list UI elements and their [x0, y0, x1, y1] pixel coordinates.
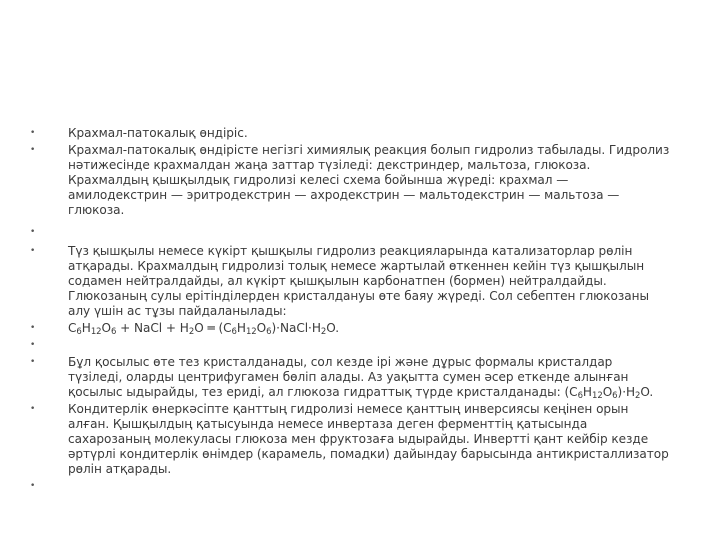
- list-item-empty: [30, 479, 670, 494]
- item-text: Кондитерлік өнеркәсіпте қанттың гидролизі немесе қанттың инверсиясы кеңінен орын алған. Қышқылдың қатысуында немесе инвертаза деген ферменттің қатысында сахарозаның молекуласы глюкоза мен фруктозаға ыдырайды. Инвертті қант кейбір кезде әртүрлі кондитерлік өнімдер (карамель, помадки) дайындау барысында антикристаллизатор рөлін атқарады.: [68, 402, 669, 476]
- list-item-crystallization: [30, 355, 670, 400]
- list-item-empty: [30, 225, 670, 240]
- bullet-icon: •: [30, 227, 36, 237]
- bullet-icon: •: [30, 404, 36, 414]
- list-item-catalysts: [30, 244, 670, 319]
- bullet-icon: •: [30, 128, 36, 138]
- bullet-icon: •: [30, 357, 36, 367]
- bullet-icon: •: [30, 145, 36, 155]
- bullet-icon: •: [30, 340, 36, 350]
- list-item-hydrolysis: [30, 143, 670, 218]
- list-item-title: [30, 126, 670, 141]
- list-item-confectionery: [30, 402, 670, 477]
- chemical-equation: $C_6H_{12}O_6$ + NaCl + $H_2O$ ═ $(C_6H_{12}O_6)\cdot NaCl\cdot H_2O$.: [68, 321, 340, 337]
- item-text: Түз қышқылы немесе күкірт қышқылы гидролиз реакцияларында катализаторлар рөлін атқарады. Крахмалдың гидролизі толық немесе жартылай өткеннен кейін түз қышқылын содамен нейтралдайды, ал күкірт қышқылын карбонатпен (бормен) нейтралдайды. Глюкозаның сулы ерітінділерден кристалдануы өте баяу жүреді. Сол себептен глюкозаны алу үшін ас тұзы пайдаланылады:: [68, 244, 649, 318]
- bullet-icon: •: [30, 323, 36, 333]
- item-text: Крахмал-патокалық өндіріс.: [68, 126, 248, 140]
- list-item-empty: [30, 338, 670, 353]
- bullet-icon: •: [30, 481, 36, 491]
- bullet-list: [30, 126, 670, 494]
- item-text: Крахмал-патокалық өндірісте негізгі химиялық реакция болып гидролиз табылады. Гидролиз нәтижесінде крахмалдан жаңа заттар түзіледі: декстриндер, мальтоза, глюкоза. Крахмалдың қышқылдық гидролизі келесі схема бойынша жүреді: крахмал — амилодекстрин — эритродекстрин — ахродекстрин — мальтодекстрин — мальтоза — глюкоза.: [68, 143, 670, 217]
- bullet-icon: •: [30, 246, 36, 256]
- list-item-equation: [30, 321, 670, 336]
- item-text: Бұл қосылыс өте тез кристалданады, сол кезде ірі және дұрыс формалы кристалдар түзіледі, оларды центрифугамен бөліп алады. Аз уақытта сумен әсер еткенде алынған қосылыс ыдырайды, тез ериді, ал глюкоза гидраттық түрде кристалданады: $(C_6H_{12}O_6)\cdot H_2O$.: [68, 355, 654, 401]
